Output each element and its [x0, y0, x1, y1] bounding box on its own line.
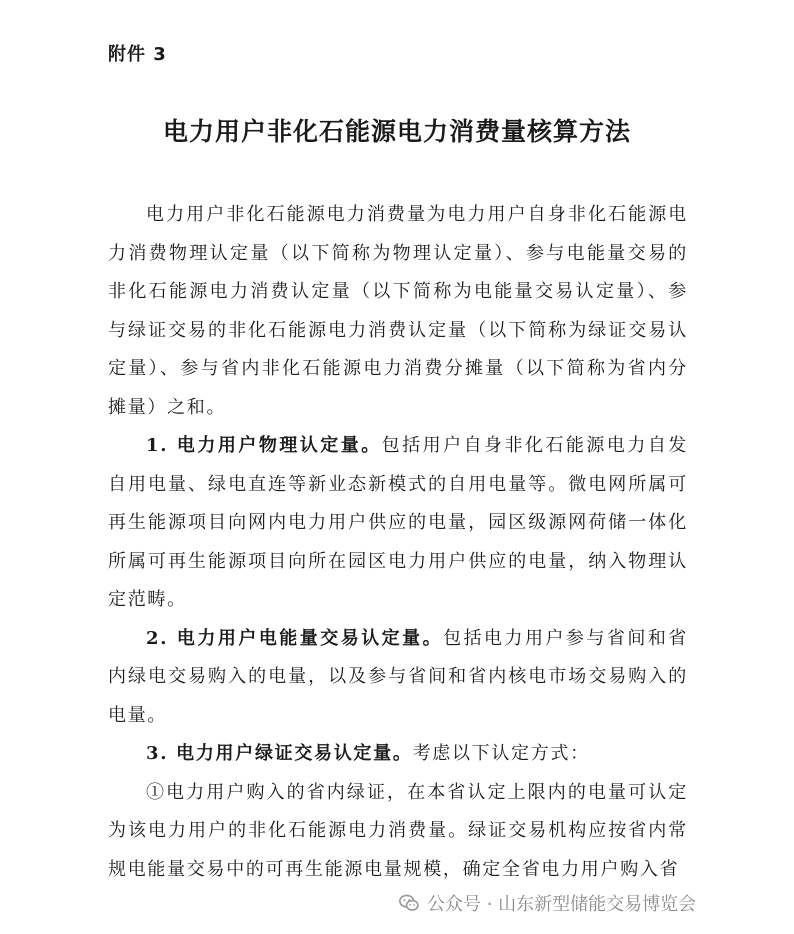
- paragraph-heading: 1. 电力用户物理认定量。: [146, 435, 382, 456]
- paragraph-item-3: [108, 735, 688, 774]
- paragraph-text: 包括电力用户参与省间和省内绿电交易购入的电量，以及参与省间和省内核电市场交易购入的电量。: [108, 627, 688, 726]
- wechat-official-account-icon: [398, 892, 420, 914]
- paragraph-text: 考虑以下认定方式：: [412, 743, 590, 764]
- paragraph-heading: 2. 电力用户电能量交易认定量。: [146, 627, 444, 649]
- watermark: [394, 886, 700, 920]
- paragraph-intro: [108, 196, 688, 427]
- paragraph-heading: 3. 电力用户绿证交易认定量。: [146, 743, 413, 764]
- paragraph-item-1: [108, 427, 688, 620]
- document-title: 电力用户非化石能源电力消费量核算方法: [162, 117, 631, 146]
- paragraph-item-3-1: [108, 774, 688, 890]
- paragraph-text: 电力用户非化石能源电力消费量为电力用户自身非化石能源电力消费物理认定量（以下简称为物理认定量）、参与电能量交易的非化石能源电力消费认定量（以下简称为电能量交易认定量）、参与绿证交易的非化石能源电力消费认定量（以下简称为绿证交易认定量）、参与省内非化石能源电力消费分摊量（以下简称为省内分摊量）之和。: [108, 204, 688, 418]
- paragraph-item-2: [108, 620, 688, 736]
- attachment-label: 附件 3: [108, 44, 167, 65]
- paragraph-text: 包括用户自身非化石能源电力自发自用电量、绿电直连等新业态新模式的自用电量等。微电网所属可再生能源项目向网内电力用户供应的电量，园区级源网荷储一体化所属可再生能源项目向所在园区电力用户供应的电量，纳入物理认定范畴。: [108, 435, 688, 610]
- paragraph-text: ①电力用户购入的省内绿证，在本省认定上限内的电量可认定为该电力用户的非化石能源电力消费量。绿证交易机构应按省内常规电能量交易中的可再生能源电量规模，确定全省电力用户购入省: [108, 781, 688, 880]
- document-body: [108, 196, 688, 889]
- watermark-text: 公众号 · 山东新型储能交易博览会: [427, 894, 697, 915]
